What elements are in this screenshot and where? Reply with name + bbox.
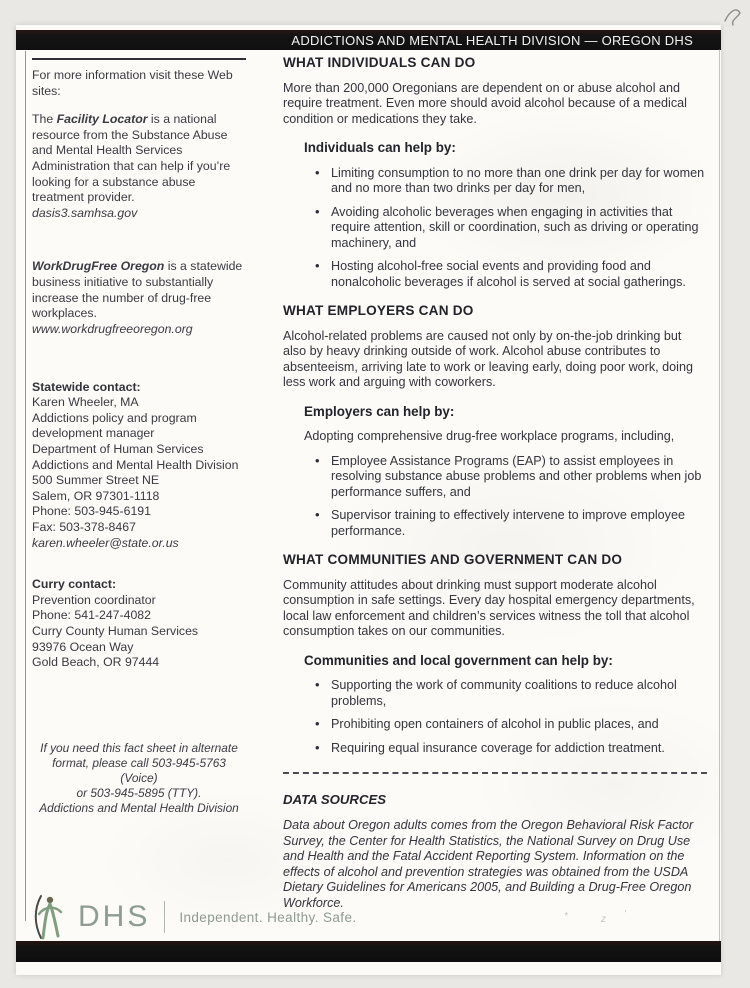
content-section [283, 55, 707, 290]
contact-line: Karen Wheeler, MA [32, 395, 139, 410]
alt-format-line: Addictions and Mental Health Division [39, 801, 239, 816]
bullet-item: • Prohibiting open containers of alcohol in public places, and [331, 717, 707, 732]
curry-contact-block [32, 577, 246, 671]
main-column [283, 55, 707, 911]
contact-line: Addictions and Mental Health Division [32, 457, 239, 472]
contact-line: Fax: 503-378-8467 [32, 520, 136, 535]
header-bar [16, 30, 721, 50]
bullet-item: • Supervisor training to effectively intervene to improve employee performance. [331, 508, 707, 539]
workdrugfree-name: WorkDrugFree Oregon [32, 259, 165, 274]
alternate-format-note [32, 741, 246, 817]
pen-squiggle-mark [722, 5, 746, 31]
contact-line: 93976 Ocean Way [32, 639, 134, 654]
section-paragraph: More than 200,000 Oregonians are dependent on or abuse alcohol and require treatment. Even more should avoid alcohol because of a medical condition or medications they take. [283, 80, 687, 126]
contact-line: Department of Human Services [32, 441, 204, 456]
pencil-mark: * [564, 911, 568, 922]
sections-container [283, 55, 707, 756]
content-section [283, 552, 707, 756]
facility-rest: is a national resource from the Substance Abuse and Mental Health Services Administration that can help if you’re looking for a substance abuse treatment provider. [32, 112, 231, 205]
workdrugfree-rest: is a statewide business initiative to substantially increase the number of drug-free workplaces. [32, 259, 243, 321]
facility-locator-name: Facility Locator [56, 112, 148, 127]
bullet-item: • Limiting consumption to no more than one drink per day for women and no more than two drinks per day for men, [331, 166, 707, 197]
footer-bar [16, 941, 721, 962]
sub-heading: Communities and local government can help by: [304, 652, 613, 668]
contact-line: Phone: 541-247-4082 [32, 608, 151, 623]
curry-contact-lines [32, 593, 246, 671]
data-sources-heading: DATA SOURCES [283, 792, 387, 808]
scan-edge-right [719, 49, 720, 941]
contact-line: Prevention coordinator [32, 592, 156, 607]
bullet-list [304, 166, 707, 290]
bullet-item: • Supporting the work of community coalitions to reduce alcohol problems, [331, 678, 707, 709]
contact-line: development manager [32, 426, 155, 441]
bullet-item: • Requiring equal insurance coverage for addiction treatment. [331, 741, 707, 756]
sub-heading: Employers can help by: [304, 403, 455, 419]
fact-sheet-page [16, 25, 721, 975]
alt-format-line: or 503-945-5895 (TTY). [76, 786, 202, 801]
section-heading: WHAT EMPLOYERS CAN DO [283, 303, 474, 319]
dhs-tagline: Independent. Healthy. Safe. [179, 909, 357, 925]
facility-locator-url: dasis3.samhsa.gov [32, 205, 138, 220]
contact-line: 500 Summer Street NE [32, 473, 160, 488]
facility-pre: The [32, 112, 57, 127]
statewide-contact-block [32, 380, 246, 552]
bullet-list [304, 454, 707, 539]
pencil-mark: z [601, 914, 606, 925]
dhs-logo-text: DHS [78, 900, 151, 933]
header-title: ADDICTIONS AND MENTAL HEALTH DIVISION — OREGON DHS [291, 32, 693, 48]
bullet-list [304, 678, 707, 756]
sub-heading: Individuals can help by: [304, 140, 456, 156]
statewide-contact-lines [32, 395, 246, 535]
content-section [283, 303, 707, 539]
workdrugfree-paragraph [32, 259, 246, 337]
bullet-item: • Hosting alcohol-free social events and providing food and nonalcoholic beverages if alcohol is served at social gatherings. [331, 259, 707, 290]
section-heading: WHAT COMMUNITIES AND GOVERNMENT CAN DO [283, 552, 623, 568]
section-subblock [304, 404, 707, 539]
contact-line: Gold Beach, OR 97444 [32, 655, 160, 670]
workdrugfree-url: www.workdrugfreeoregon.org [32, 321, 193, 336]
contact-line: Addictions policy and program [32, 410, 197, 425]
section-subblock [304, 140, 707, 290]
contact-line: Curry County Human Services [32, 624, 199, 639]
sidebar-intro: For more information visit these Web sites: [32, 68, 233, 98]
curry-contact-heading: Curry contact: [32, 577, 117, 592]
bullet-item: • Employee Assistance Programs (EAP) to assist employees in resolving substance abuse problems and other problems when job performance suffers, and [331, 454, 707, 500]
section-paragraph: Community attitudes about drinking must support moderate alcohol consumption in safe settings. Every day hospital emergency departments, local law enforcement and children’s services witness the toll that alcohol consumption takes on our communities. [283, 577, 695, 639]
statewide-contact-heading: Statewide contact: [32, 379, 141, 394]
dhs-person-icon [30, 893, 68, 941]
pencil-mark: ' [624, 909, 626, 920]
bullet-item: • Avoiding alcoholic beverages when engaging in activities that require attention, skill or coordination, such as driving or operating machinery, and [331, 205, 707, 251]
section-heading: WHAT INDIVIDUALS CAN DO [283, 55, 476, 70]
section-subblock [304, 653, 707, 756]
data-sources-text: Data about Oregon adults comes from the Oregon Behavioral Risk Factor Survey, the Center for Health Statistics, the National Survey on Drug Use and Health and the Fatal Accident Reporting System. Information on the effects of alcohol and prevention strategies was obtained from the USDA Dietary Guidelines for Americans 2005, and Building a Drug-Free Oregon Workforce. [283, 818, 694, 910]
scan-edge-left [25, 51, 26, 921]
contact-line: Phone: 503-945-6191 [32, 504, 151, 519]
alt-format-line: If you need this fact sheet in alternate [40, 740, 238, 755]
sub-intro: Adopting comprehensive drug-free workplace programs, including, [304, 429, 675, 444]
dashed-divider [283, 772, 707, 774]
contact-line: Salem, OR 97301-1118 [32, 488, 160, 503]
statewide-contact-email: karen.wheeler@state.or.us [32, 535, 179, 550]
facility-locator-paragraph [32, 112, 246, 221]
sidebar [32, 58, 246, 816]
dhs-logo [30, 893, 357, 941]
alt-format-line: format, please call 503-945-5763 (Voice) [52, 756, 226, 786]
logo-divider [164, 901, 165, 933]
section-paragraph: Alcohol-related problems are caused not only by on-the-job drinking but also by heavy drinking outside of work. Alcohol abuse contributes to absenteeism, arriving late to work or leaving early, doing poor work, doing less work and arguing with coworkers. [283, 328, 693, 390]
